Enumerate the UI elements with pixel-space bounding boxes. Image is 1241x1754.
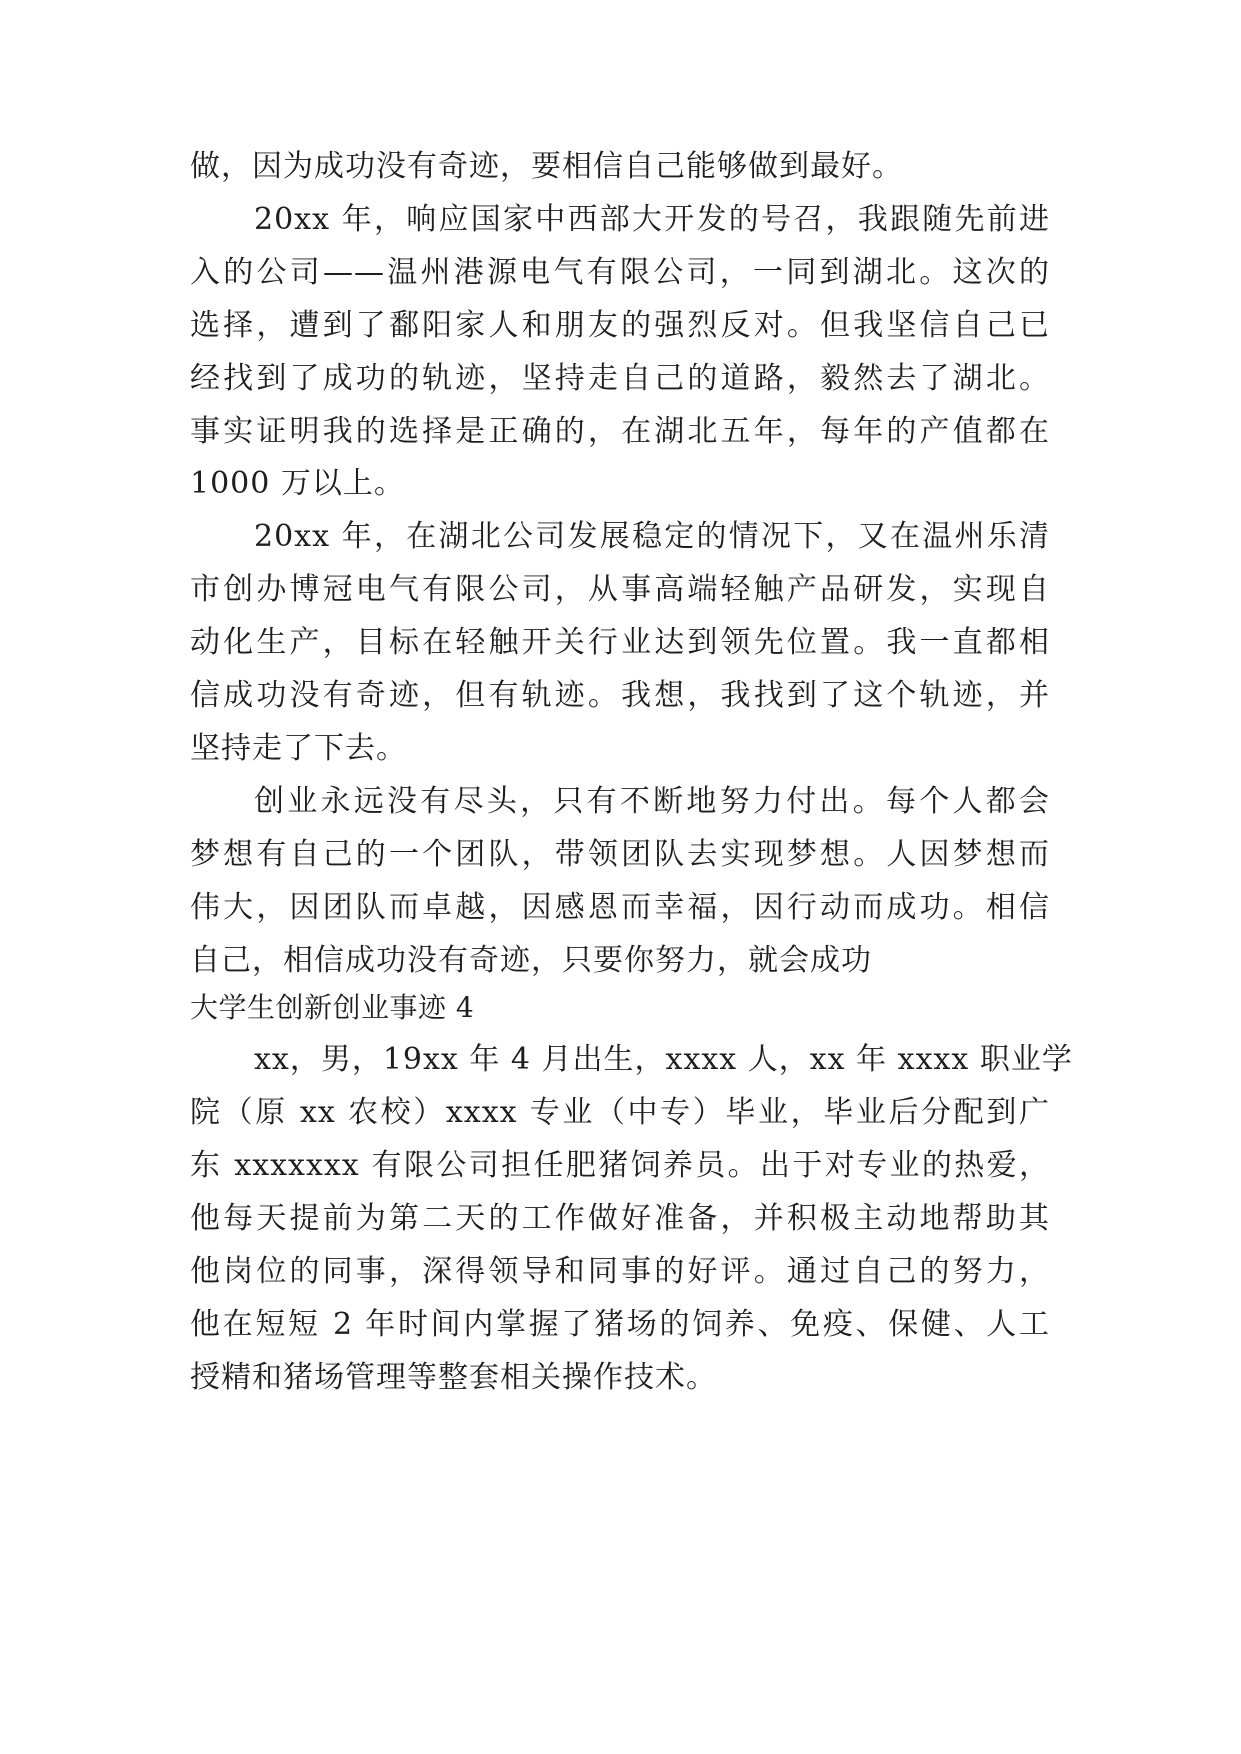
paragraph-3-line-4: 信成功没有奇迹，但有轨迹。我想，我找到了这个轨迹，并 [190,678,1050,713]
section-heading: 大学生创新创业事迹 4 [190,991,475,1024]
paragraph-5-line-7: 授精和猪场管理等整套相关操作技术。 [190,1360,717,1395]
paragraph-3-line-2: 市创办博冠电气有限公司，从事高端轻触产品研发，实现自 [190,572,1050,607]
paragraph-2-line-5: 事实证明我的选择是正确的，在湖北五年，每年的产值都在 [190,414,1050,449]
paragraph-5-line-3: 东 xxxxxxx 有限公司担任肥猪饲养员。出于对专业的热爱， [190,1148,1050,1183]
paragraph-2-line-1: 20xx 年，响应国家中西部大开发的号召，我跟随先前进 [254,202,1050,237]
paragraph-1-line-1: 做，因为成功没有奇迹，要相信自己能够做到最好。 [190,149,903,184]
paragraph-2-line-2: 入的公司——温州港源电气有限公司，一同到湖北。这次的 [190,255,1050,290]
paragraph-4-line-3: 伟大，因团队而卓越，因感恩而幸福，因行动而成功。相信 [190,890,1050,925]
paragraph-2-line-4: 经找到了成功的轨迹，坚持走自己的道路，毅然去了湖北。 [190,361,1050,396]
paragraph-4-line-1: 创业永远没有尽头，只有不断地努力付出。每个人都会 [254,784,1050,819]
paragraph-2-line-6: 1000 万以上。 [190,466,405,501]
paragraph-3-line-1: 20xx 年，在湖北公司发展稳定的情况下，又在温州乐清 [254,519,1050,554]
paragraph-5-line-1: xx，男，19xx 年 4 月出生，xxxx 人，xx 年 xxxx 职业学 [254,1042,1073,1077]
paragraph-4-line-2: 梦想有自己的一个团队，带领团队去实现梦想。人因梦想而 [190,837,1050,872]
paragraph-5-line-5: 他岗位的同事，深得领导和同事的好评。通过自己的努力， [190,1254,1050,1289]
paragraph-4-line-4: 自己，相信成功没有奇迹，只要你努力，就会成功 [190,943,872,978]
paragraph-3-line-5: 坚持走了下去。 [190,731,407,766]
paragraph-3-line-3: 动化生产，目标在轻触开关行业达到领先位置。我一直都相 [190,625,1050,660]
paragraph-5-line-6: 他在短短 2 年时间内掌握了猪场的饲养、免疫、保健、人工 [190,1307,1050,1342]
paragraph-5-line-4: 他每天提前为第二天的工作做好准备，并积极主动地帮助其 [190,1201,1050,1236]
paragraph-2-line-3: 选择，遭到了鄱阳家人和朋友的强烈反对。但我坚信自己已 [190,308,1050,343]
paragraph-5-line-2: 院（原 xx 农校）xxxx 专业（中专）毕业，毕业后分配到广 [190,1095,1050,1130]
